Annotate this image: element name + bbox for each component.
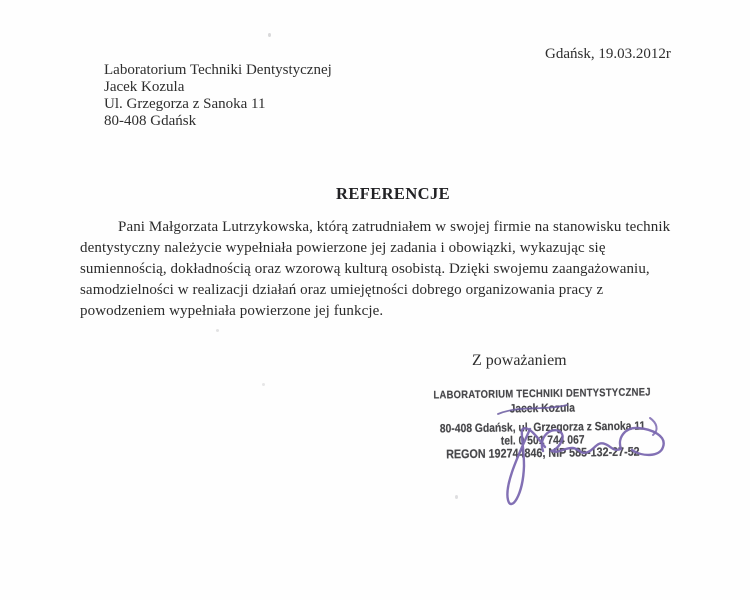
stamp-address: 80-408 Gdańsk, ul. Grzegorza z Sanoka 11 [439, 418, 646, 436]
body-line: samodzielności w realizacji działań oraz umiejętności dobrego organizowania pracy z [80, 282, 604, 298]
scan-speck [262, 383, 265, 386]
letter-body [80, 217, 680, 322]
sender-company: Laboratorium Techniki Dentystycznej [104, 62, 332, 78]
body-line: dentystyczny należycie wypełniała powierzone jej zadania i obowiązki, wykazując się [80, 240, 606, 256]
sender-street: Ul. Grzegorza z Sanoka 11 [104, 96, 266, 112]
scan-speck [455, 495, 458, 499]
body-line: sumiennością, dokładnością oraz wzorową kulturą osobistą. Dzięki swojemu zaangażowaniu, [80, 261, 650, 277]
letter-title: REFERENCJE [336, 184, 451, 203]
stamp-company: LABORATORIUM TECHNIKI DENTYSTYCZNEJ [433, 386, 651, 402]
scan-speck [216, 329, 219, 332]
stamp-regon-nip: REGON 192744846, NIP 585-132-27-52 [446, 444, 640, 462]
sender-name: Jacek Kozula [104, 79, 185, 95]
stamp-name: Jacek Kozula [509, 400, 576, 416]
company-stamp [422, 386, 664, 461]
scan-speck [268, 33, 271, 37]
stamp-phone: tel. 0 501 744 067 [500, 432, 585, 448]
body-line: powodzeniem wypełniała powierzone jej funkcje. [80, 303, 384, 319]
body-line: Pani Małgorzata Lutrzykowska, którą zatrudniałem w swojej firmie na stanowisku technik [118, 219, 671, 235]
letter-date: Gdańsk, 19.03.2012r [545, 46, 671, 62]
sender-city: 80-408 Gdańsk [104, 113, 197, 129]
sender-address-block [104, 62, 332, 130]
closing-salutation: Z poważaniem [472, 352, 567, 369]
